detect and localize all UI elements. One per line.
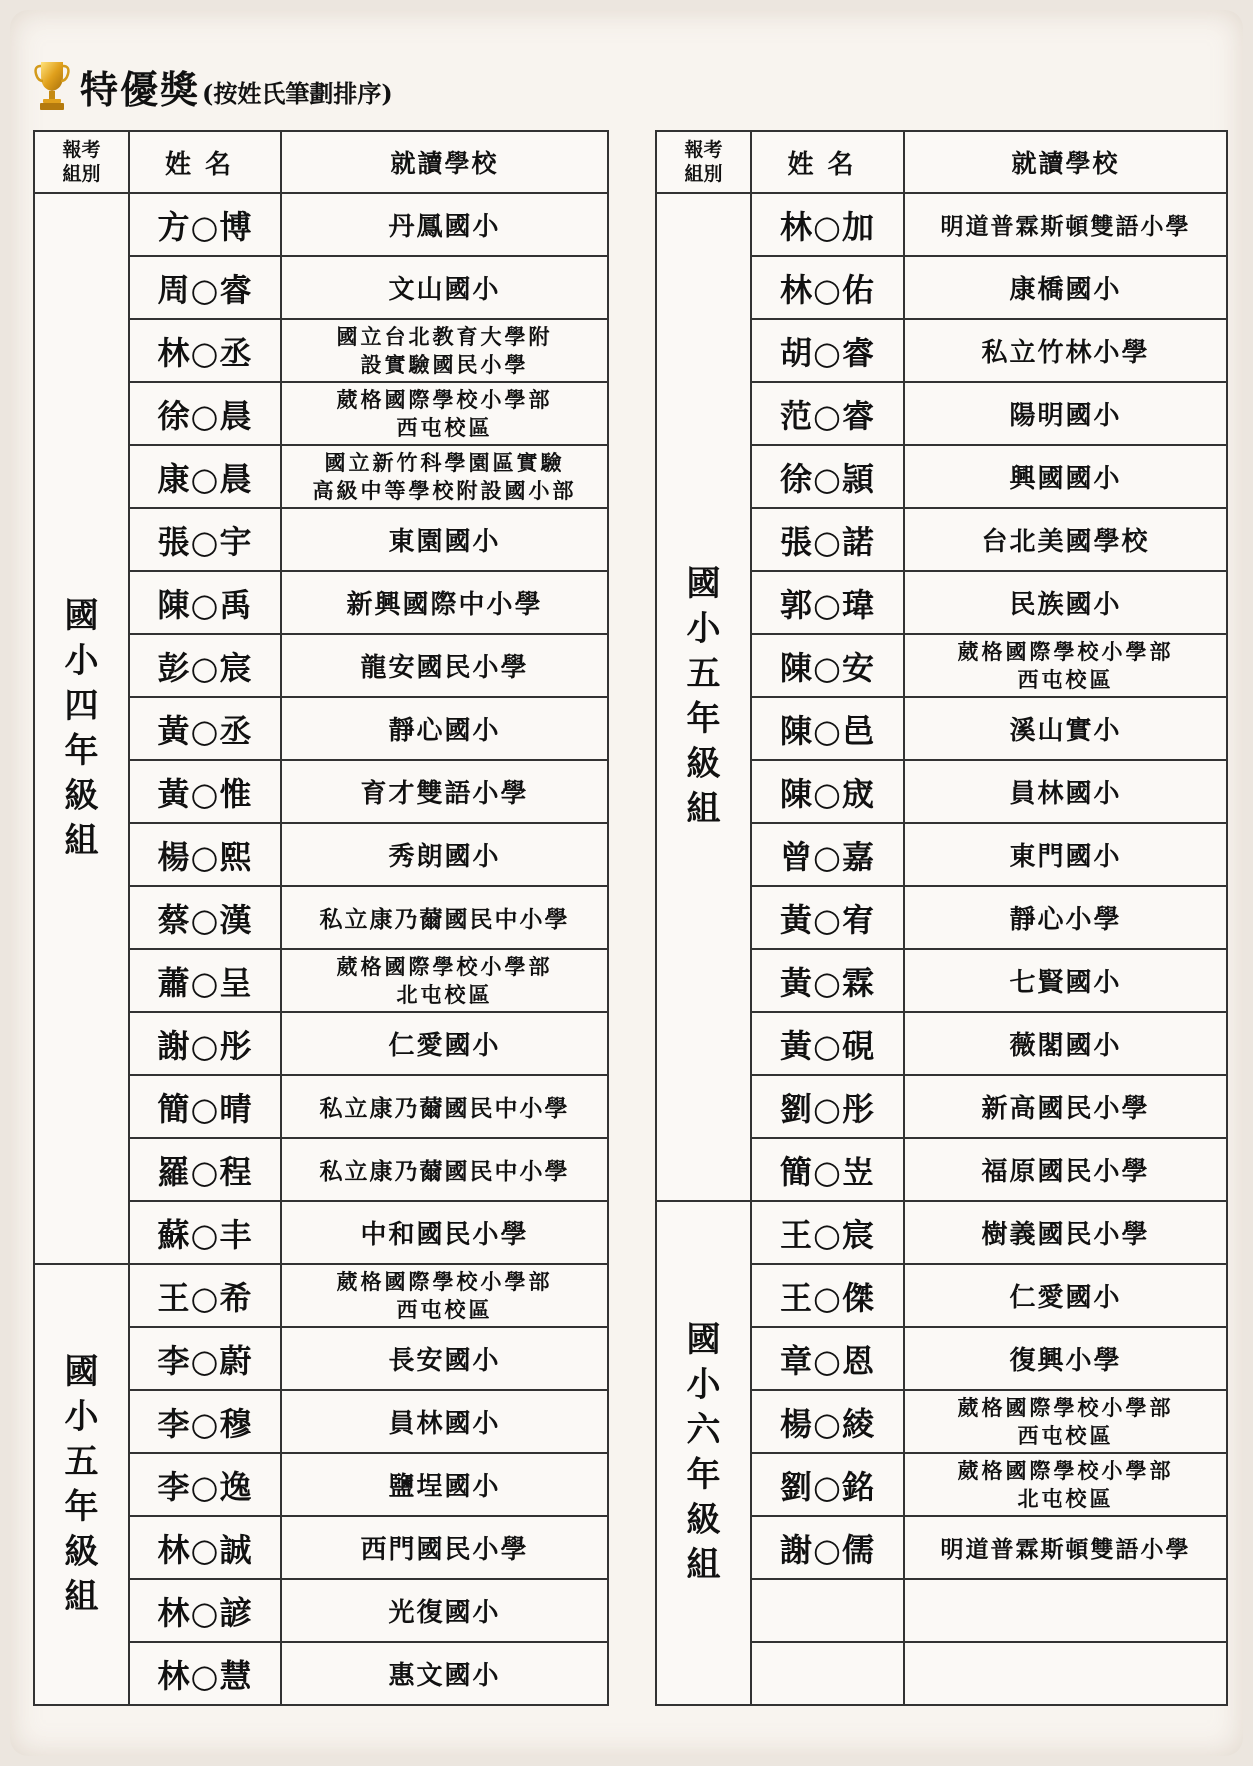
group-label: 國 小 五 年 級 組 <box>34 1264 129 1705</box>
school-line: 新高國民小學 <box>981 1094 1150 1124</box>
school-line: 康橋國小 <box>1009 275 1122 305</box>
school-line: 私立康乃薾國民中小學 <box>319 906 570 933</box>
student-name: 黃○惟 <box>129 760 281 823</box>
student-name: 陳○禹 <box>129 571 281 634</box>
school-name <box>904 886 1227 949</box>
school-name <box>281 445 608 508</box>
school-line: 民族國小 <box>1009 590 1122 620</box>
student-name: 王○宸 <box>751 1201 904 1264</box>
student-name: 劉○彤 <box>751 1075 904 1138</box>
left-award-table <box>33 130 609 1706</box>
student-name: 彭○宸 <box>129 634 281 697</box>
school-line: 高級中等學校附設國小部 <box>312 477 577 503</box>
school-line: 葳格國際學校小學部 <box>957 1394 1174 1420</box>
student-name: 林○丞 <box>129 319 281 382</box>
student-name: 康○晨 <box>129 445 281 508</box>
school-line: 仁愛國小 <box>388 1031 501 1061</box>
student-name: 林○慧 <box>129 1642 281 1705</box>
school-name <box>904 1642 1227 1705</box>
student-name: 郭○瑋 <box>751 571 904 634</box>
student-name: 簡○岦 <box>751 1138 904 1201</box>
student-name: 李○蔚 <box>129 1327 281 1390</box>
school-line: 東門國小 <box>1009 842 1122 872</box>
student-name: 范○睿 <box>751 382 904 445</box>
student-name: 蔡○漢 <box>129 886 281 949</box>
student-name: 蘇○丰 <box>129 1201 281 1264</box>
school-name <box>904 697 1227 760</box>
student-name <box>751 1642 904 1705</box>
student-name: 章○恩 <box>751 1327 904 1390</box>
student-name: 王○希 <box>129 1264 281 1327</box>
school-line: 北屯校區 <box>396 981 493 1007</box>
school-line: 西門國民小學 <box>360 1535 529 1565</box>
student-name: 張○宇 <box>129 508 281 571</box>
header-name: 姓名 <box>751 131 904 193</box>
header-group: 報考 組別 <box>34 131 129 193</box>
school-name <box>281 1453 608 1516</box>
school-line: 福原國民小學 <box>981 1157 1150 1187</box>
school-name <box>281 1138 608 1201</box>
school-line: 薇閣國小 <box>1009 1031 1122 1061</box>
school-line: 北屯校區 <box>1017 1485 1114 1511</box>
school-line: 私立竹林小學 <box>981 338 1150 368</box>
school-line: 龍安國民小學 <box>360 653 529 683</box>
student-name: 李○逸 <box>129 1453 281 1516</box>
school-name <box>281 634 608 697</box>
school-line: 西屯校區 <box>1017 1422 1114 1448</box>
student-name: 簡○晴 <box>129 1075 281 1138</box>
school-line: 復興小學 <box>1009 1346 1122 1376</box>
student-name: 陳○邑 <box>751 697 904 760</box>
school-line: 國立新竹科學園區實驗 <box>324 449 565 475</box>
table-row <box>34 193 608 256</box>
group-label: 國 小 六 年 級 組 <box>656 1201 751 1705</box>
student-name: 楊○綾 <box>751 1390 904 1453</box>
school-line: 新興國際中小學 <box>346 590 543 620</box>
school-name <box>904 1453 1227 1516</box>
school-name <box>281 571 608 634</box>
school-name <box>281 1516 608 1579</box>
school-name <box>904 571 1227 634</box>
school-line: 樹義國民小學 <box>981 1220 1150 1250</box>
school-name <box>904 508 1227 571</box>
school-name <box>904 1327 1227 1390</box>
student-name: 胡○睿 <box>751 319 904 382</box>
student-name: 謝○儒 <box>751 1516 904 1579</box>
school-line: 西屯校區 <box>396 1296 493 1322</box>
school-name <box>904 1075 1227 1138</box>
school-line: 明道普霖斯頓雙語小學 <box>940 1536 1191 1563</box>
title-main: 特優獎 <box>80 66 201 112</box>
school-line: 設實驗國民小學 <box>360 351 529 377</box>
school-name <box>904 382 1227 445</box>
trophy-icon <box>34 60 70 112</box>
table-row <box>656 193 1227 256</box>
student-name: 劉○銘 <box>751 1453 904 1516</box>
school-line: 員林國小 <box>1009 779 1122 809</box>
student-name: 黃○丞 <box>129 697 281 760</box>
school-line: 丹鳳國小 <box>388 212 501 242</box>
school-name <box>904 1012 1227 1075</box>
school-line: 葳格國際學校小學部 <box>957 638 1174 664</box>
school-line: 陽明國小 <box>1009 401 1122 431</box>
school-line: 鹽埕國小 <box>388 1472 501 1502</box>
school-name <box>904 445 1227 508</box>
school-line: 溪山實小 <box>1009 716 1122 746</box>
school-line: 葳格國際學校小學部 <box>336 1268 553 1294</box>
school-line: 仁愛國小 <box>1009 1283 1122 1313</box>
student-name: 蕭○呈 <box>129 949 281 1012</box>
school-line: 台北美國學校 <box>981 527 1150 557</box>
school-line: 興國國小 <box>1009 464 1122 494</box>
student-name: 張○諾 <box>751 508 904 571</box>
school-name <box>281 193 608 256</box>
school-name <box>281 1390 608 1453</box>
school-name <box>281 1579 608 1642</box>
school-name <box>281 256 608 319</box>
student-name: 羅○程 <box>129 1138 281 1201</box>
school-name <box>281 1075 608 1138</box>
school-name <box>281 1264 608 1327</box>
student-name: 曾○嘉 <box>751 823 904 886</box>
school-name <box>904 193 1227 256</box>
school-line: 明道普霖斯頓雙語小學 <box>940 213 1191 240</box>
student-name: 謝○彤 <box>129 1012 281 1075</box>
school-name <box>281 1642 608 1705</box>
school-line: 文山國小 <box>388 275 501 305</box>
school-name <box>281 508 608 571</box>
school-line: 葳格國際學校小學部 <box>336 953 553 979</box>
award-title <box>34 60 393 112</box>
header-school: 就讀學校 <box>904 131 1227 193</box>
school-line: 長安國小 <box>388 1346 501 1376</box>
school-line: 光復國小 <box>388 1598 501 1628</box>
student-name: 林○誠 <box>129 1516 281 1579</box>
student-name: 黃○霖 <box>751 949 904 1012</box>
group-label: 國 小 四 年 級 組 <box>34 193 129 1264</box>
header-name: 姓名 <box>129 131 281 193</box>
school-name <box>281 760 608 823</box>
student-name: 王○傑 <box>751 1264 904 1327</box>
school-line: 員林國小 <box>388 1409 501 1439</box>
school-name <box>904 1579 1227 1642</box>
student-name: 徐○晨 <box>129 382 281 445</box>
school-name <box>904 1138 1227 1201</box>
title-subtitle: (按姓氏筆劃排序) <box>202 78 393 108</box>
school-name <box>281 1201 608 1264</box>
student-name: 楊○熙 <box>129 823 281 886</box>
student-name <box>751 1579 904 1642</box>
student-name: 李○穆 <box>129 1390 281 1453</box>
student-name: 陳○宬 <box>751 760 904 823</box>
school-name <box>281 319 608 382</box>
school-name <box>904 1264 1227 1327</box>
student-name: 黃○硯 <box>751 1012 904 1075</box>
school-line: 國立台北教育大學附 <box>336 323 553 349</box>
table-row <box>656 1201 1227 1264</box>
school-line: 葳格國際學校小學部 <box>336 386 553 412</box>
school-line: 東園國小 <box>388 527 501 557</box>
school-line: 私立康乃薾國民中小學 <box>319 1158 570 1185</box>
school-name <box>281 949 608 1012</box>
student-name: 徐○頴 <box>751 445 904 508</box>
school-line: 七賢國小 <box>1009 968 1122 998</box>
school-line: 葳格國際學校小學部 <box>957 1457 1174 1483</box>
school-name <box>281 1012 608 1075</box>
school-line: 惠文國小 <box>388 1661 501 1691</box>
school-name <box>281 886 608 949</box>
school-name <box>904 634 1227 697</box>
header-group: 報考 組別 <box>656 131 751 193</box>
header-school: 就讀學校 <box>281 131 608 193</box>
right-award-table <box>655 130 1228 1706</box>
school-line: 育才雙語小學 <box>360 779 529 809</box>
school-name <box>904 1390 1227 1453</box>
school-name <box>904 1516 1227 1579</box>
student-name: 林○加 <box>751 193 904 256</box>
student-name: 黃○宥 <box>751 886 904 949</box>
student-name: 陳○安 <box>751 634 904 697</box>
school-name <box>904 760 1227 823</box>
school-line: 西屯校區 <box>396 414 493 440</box>
table-row <box>34 1264 608 1327</box>
group-label: 國 小 五 年 級 組 <box>656 193 751 1201</box>
school-name <box>281 1327 608 1390</box>
school-line: 中和國民小學 <box>360 1220 529 1250</box>
school-name <box>281 382 608 445</box>
school-name <box>904 949 1227 1012</box>
school-line: 西屯校區 <box>1017 666 1114 692</box>
student-name: 林○諺 <box>129 1579 281 1642</box>
school-line: 靜心國小 <box>388 716 501 746</box>
school-name <box>904 823 1227 886</box>
school-name <box>904 319 1227 382</box>
student-name: 林○佑 <box>751 256 904 319</box>
school-name <box>281 697 608 760</box>
student-name: 方○博 <box>129 193 281 256</box>
school-name <box>281 823 608 886</box>
school-name <box>904 256 1227 319</box>
school-line: 私立康乃薾國民中小學 <box>319 1095 570 1122</box>
school-line: 靜心小學 <box>1009 905 1122 935</box>
school-line: 秀朗國小 <box>388 842 501 872</box>
school-name <box>904 1201 1227 1264</box>
student-name: 周○睿 <box>129 256 281 319</box>
